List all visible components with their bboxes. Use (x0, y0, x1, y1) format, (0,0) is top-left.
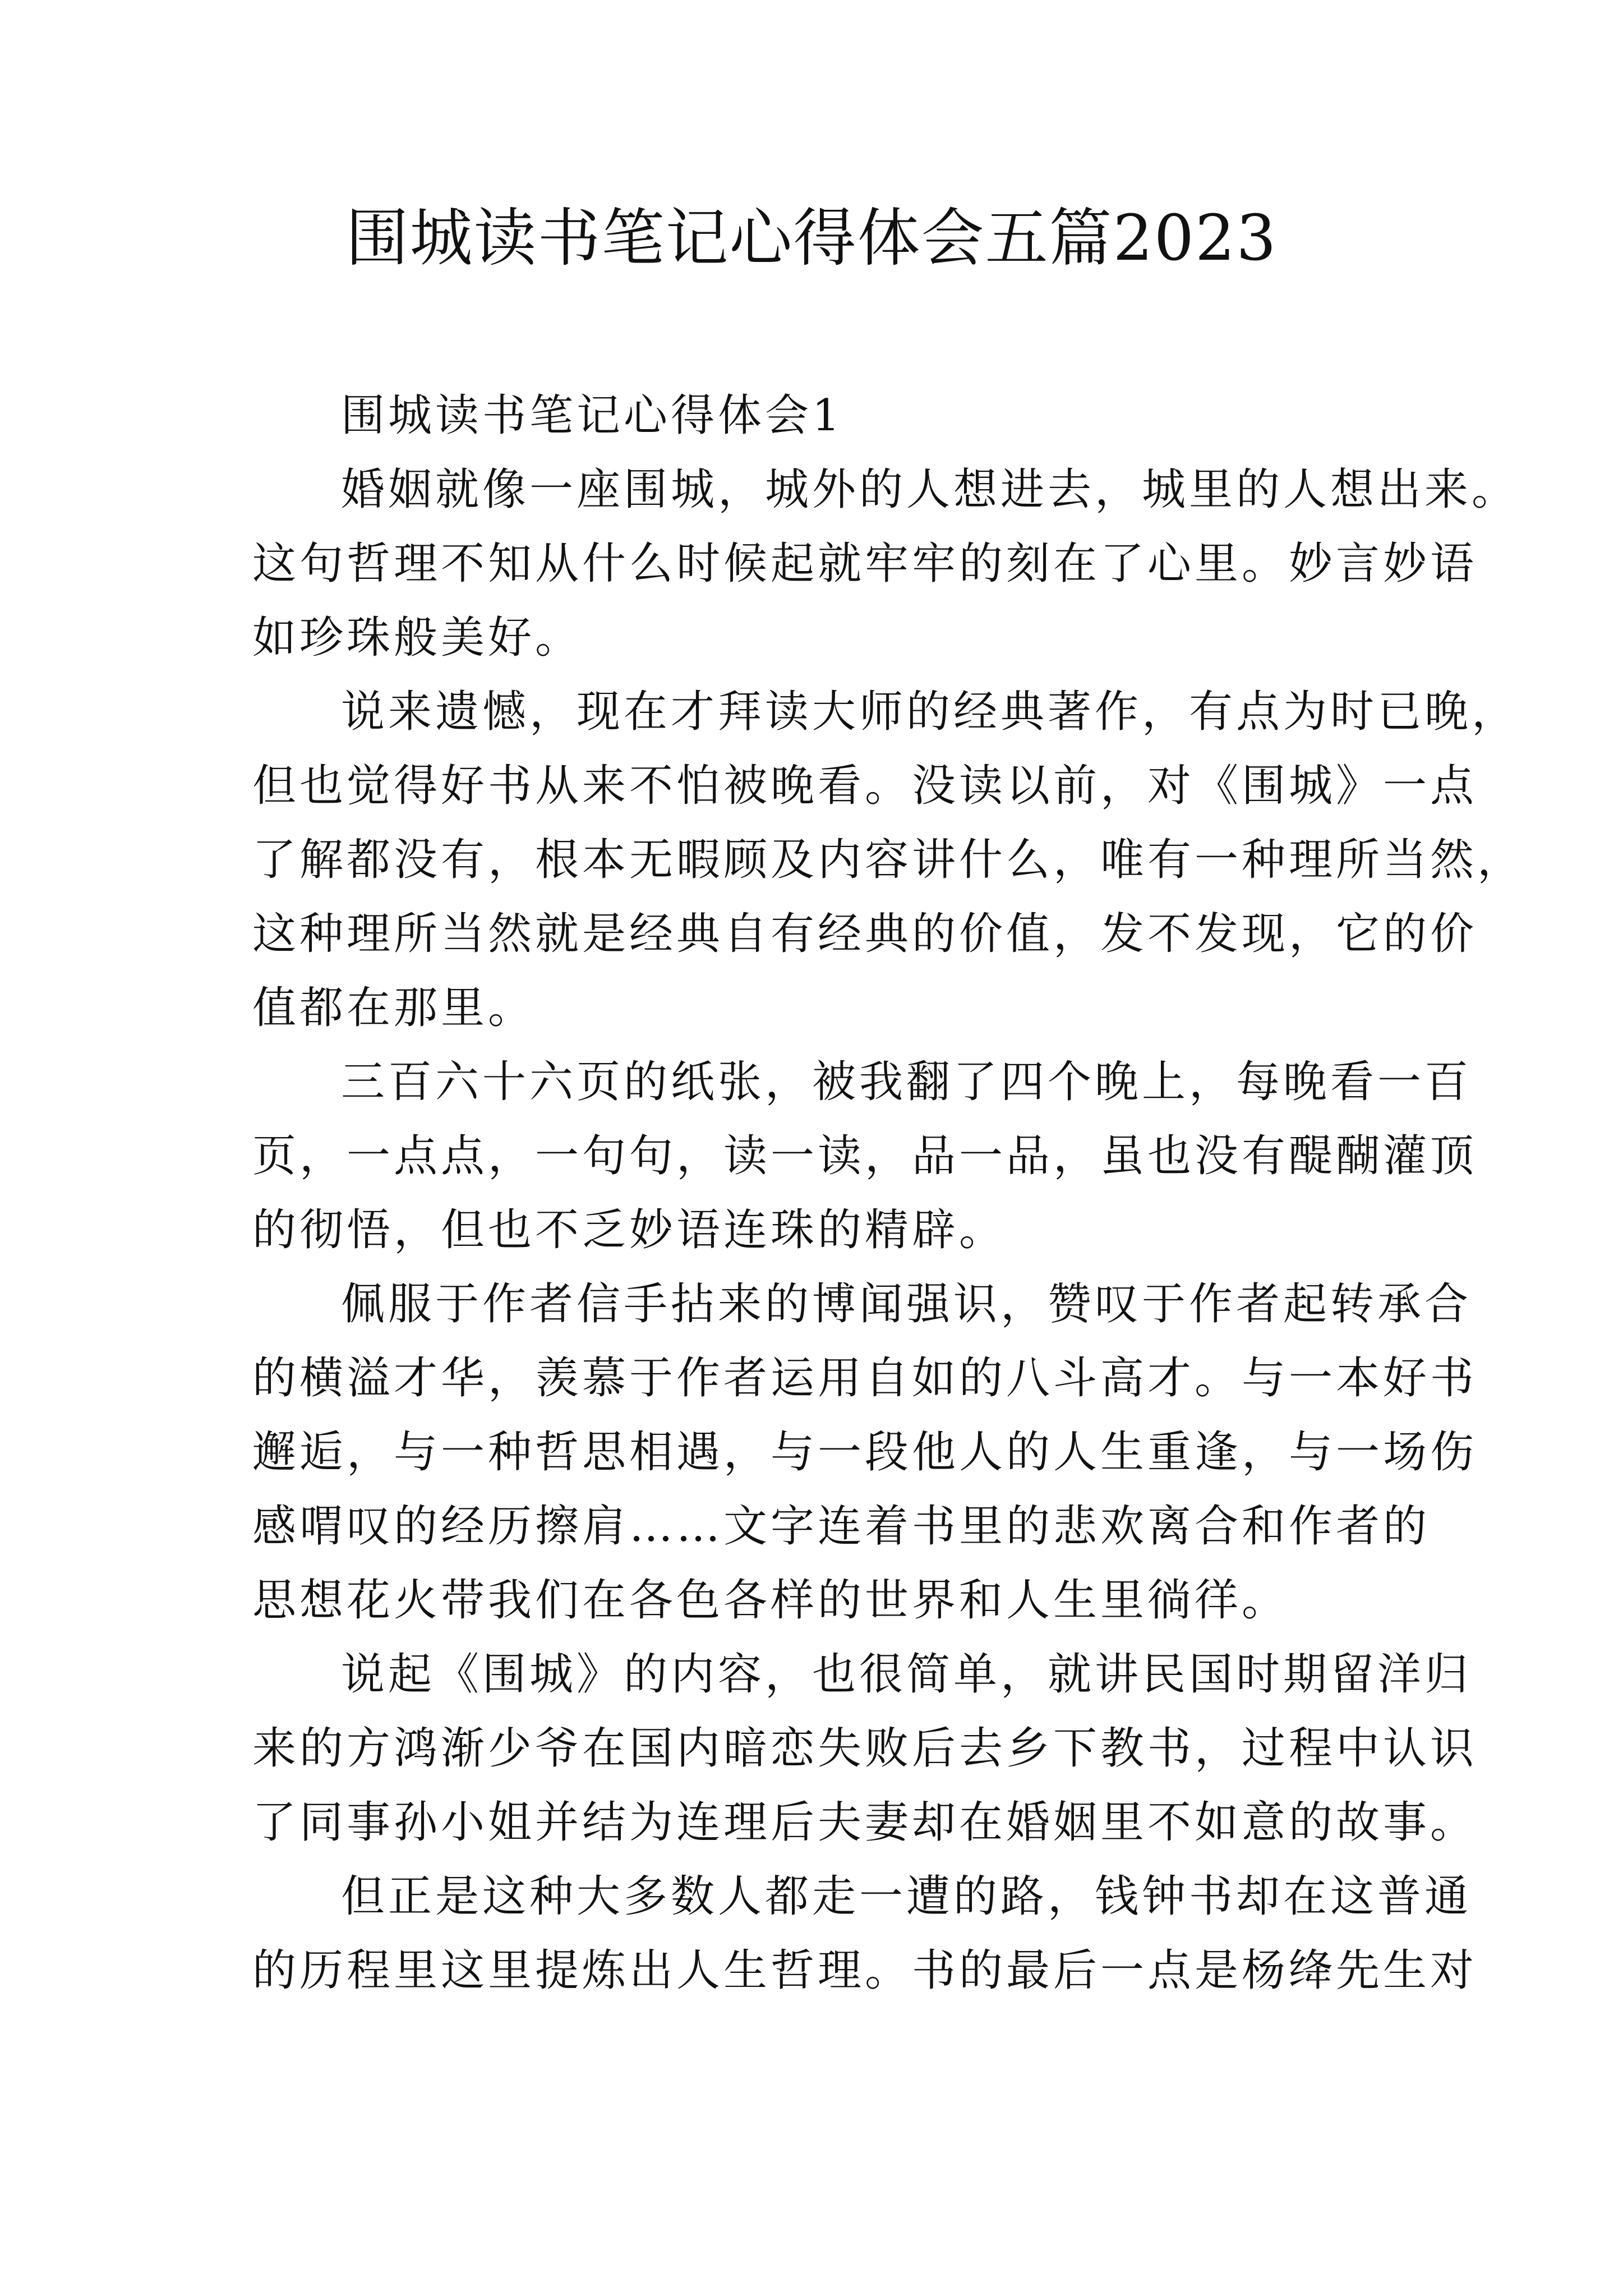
paragraph-line: 这句哲理不知从什么时候起就牢牢的刻在了心里。妙言妙语 (252, 539, 1478, 589)
paragraph-line: 了同事孙小姐并结为连理后夫妻却在婚姻里不如意的故事。 (252, 1797, 1478, 1848)
paragraph-line: 的横溢才华，羡慕于作者运用自如的八斗高才。与一本好书 (252, 1353, 1478, 1404)
paragraph-line: 如珍珠般美好。 (252, 613, 583, 663)
paragraph-line: 说起《围城》的内容，也很简单，就讲民国时期留洋归 (341, 1649, 1472, 1700)
paragraph-line: 佩服于作者信手拈来的博闻强识，赞叹于作者起转承合 (341, 1279, 1472, 1329)
section-heading: 围城读书笔记心得体会1 (341, 390, 843, 441)
paragraph-line: 这种理所当然就是经典自有经典的价值，发不发现，它的价 (252, 909, 1478, 959)
paragraph-line: 但正是这种大多数人都走一遭的路，钱钟书却在这普通 (341, 1871, 1472, 1922)
paragraph-line: 值都在那里。 (252, 983, 536, 1033)
paragraph-line: 思想花火带我们在各色各样的世界和人生里徜徉。 (252, 1575, 1289, 1626)
paragraph-line: 三百六十六页的纸张，被我翻了四个晚上，每晚看一百 (341, 1057, 1472, 1107)
paragraph-line: 但也觉得好书从来不怕被晚看。没读以前，对《围城》一点 (252, 761, 1478, 811)
paragraph-line: 页，一点点，一句句，读一读，品一品，虽也没有醍醐灌顶 (252, 1131, 1478, 1181)
document-title: 围城读书笔记心得体会五篇2023 (345, 202, 1278, 275)
paragraph-line: 来的方鸿渐少爷在国内暗恋失败后去乡下教书，过程中认识 (252, 1723, 1478, 1774)
paragraph-line: 了解都没有，根本无暇顾及内容讲什么，唯有一种理所当然， (252, 835, 1525, 885)
paragraph-line: 的历程里这里提炼出人生哲理。书的最后一点是杨绛先生对 (252, 1945, 1478, 1996)
paragraph-line: 的彻悟，但也不乏妙语连珠的精辟。 (252, 1205, 1007, 1255)
paragraph-line: 邂逅，与一种哲思相遇，与一段他人的人生重逢，与一场伤 (252, 1427, 1478, 1478)
paragraph-line: 说来遗憾，现在才拜读大师的经典著作，有点为时已晚， (341, 687, 1519, 737)
paragraph-line: 婚姻就像一座围城，城外的人想进去，城里的人想出来。 (341, 464, 1519, 515)
document-body (252, 379, 1525, 2008)
paragraph-line: 感喟叹的经历擦肩……文字连着书里的悲欢离合和作者的 (252, 1501, 1431, 1552)
